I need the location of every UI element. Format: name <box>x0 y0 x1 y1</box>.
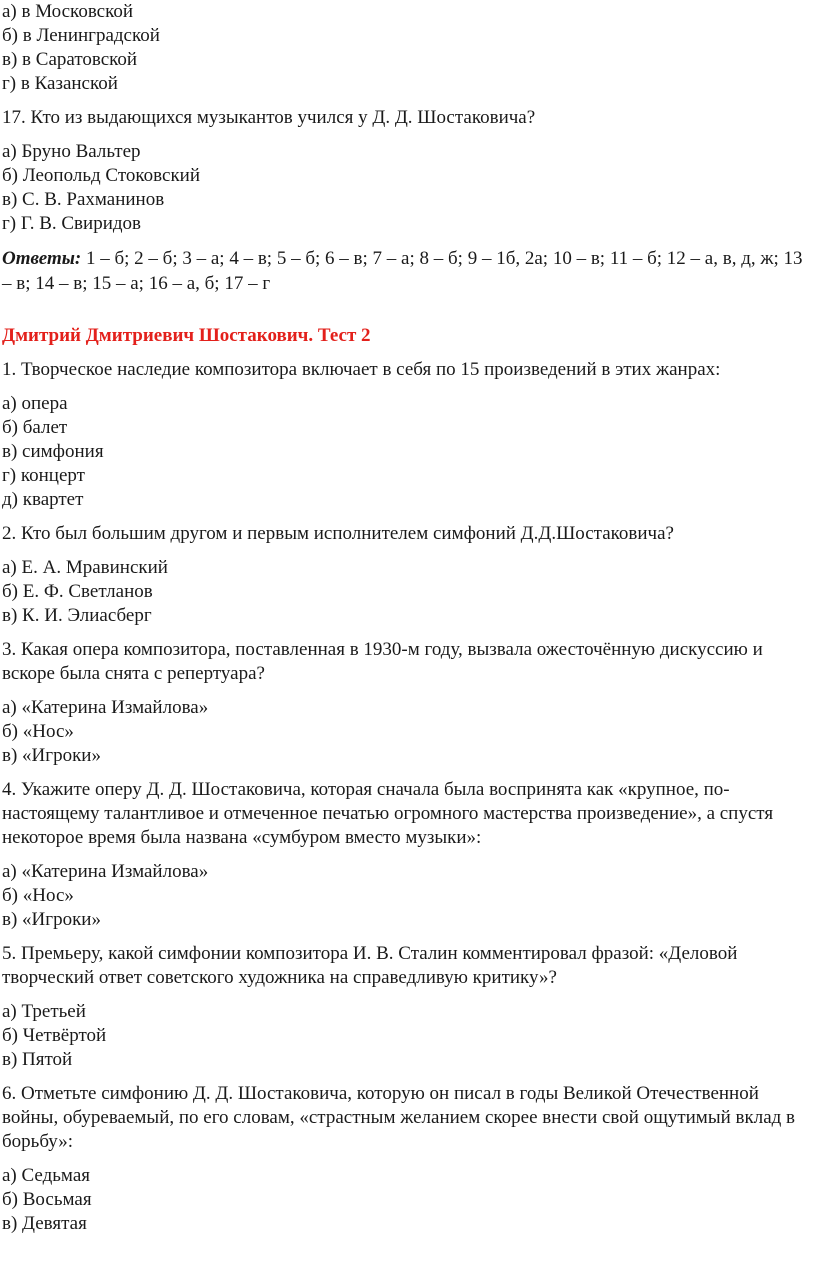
test2-question-5: 5. Премьеру, какой симфонии композитора И. В. Сталин комментировал фразой: «Деловой творческий ответ советского художника на справедливую критику»? <box>2 943 738 988</box>
answers-label: Ответы: <box>2 248 82 269</box>
test2-question-3: 3. Какая опера композитора, поставленная в 1930-м году, вызвала ожесточённую дискуссию и вскоре была снята с репертуара? <box>2 639 763 684</box>
test2-question-6: 6. Отметьте симфонию Д. Д. Шостаковича, которую он писал в годы Великой Отечественной войны, обуреваемый, по его словам, «страстным желанием скорее внести свой ощутимый вклад в борьбу»: <box>2 1083 796 1152</box>
option: в) Пятой <box>2 1049 73 1070</box>
option: б) «Нос» <box>2 885 74 906</box>
test2-question-6-options <box>2 1164 808 1236</box>
option: г) в Казанской <box>2 73 118 94</box>
option: а) «Катерина Измайлова» <box>2 697 209 718</box>
question-17: 17. Кто из выдающихся музыкантов учился у Д. Д. Шостаковича? <box>2 107 536 128</box>
test2-title: Дмитрий Дмитриевич Шостакович. Тест 2 <box>2 325 371 346</box>
option: в) С. В. Рахманинов <box>2 189 165 210</box>
answers-text: 1 – б; 2 – б; 3 – а; 4 – в; 5 – б; 6 – в; 7 – а; 8 – б; 9 – 1б, 2а; 10 – в; 11 – б; 12 – а, в, д, ж; 13 – в; 14 – в; 15 – а; 16 – а, б; 17 – г <box>2 248 803 294</box>
test2-question-4-options <box>2 860 808 932</box>
option: в) в Саратовской <box>2 49 138 70</box>
option: в) «Игроки» <box>2 909 101 930</box>
test2-question-4: 4. Укажите оперу Д. Д. Шостаковича, которая сначала была воспринята как «крупное, по-настоящему талантливое и отмеченное печатью огромного мастерства произведение», а спустя некоторое время была названа «сумбуром вместо музыки»: <box>2 779 774 848</box>
prev-question-options <box>2 0 808 96</box>
option: а) Седьмая <box>2 1165 90 1186</box>
option: б) балет <box>2 417 68 438</box>
test2-question-3-options <box>2 696 808 768</box>
option: г) концерт <box>2 465 85 486</box>
option: а) опера <box>2 393 68 414</box>
test2-question-1: 1. Творческое наследие композитора включает в себя по 15 произведений в этих жанрах: <box>2 359 721 380</box>
option: а) Бруно Вальтер <box>2 141 141 162</box>
option: а) «Катерина Измайлова» <box>2 861 209 882</box>
test2-question-2-options <box>2 556 808 628</box>
option: б) Леопольд Стоковский <box>2 165 201 186</box>
option: б) Е. Ф. Светланов <box>2 581 153 602</box>
option: б) Четвёртой <box>2 1025 107 1046</box>
test2-question-1-options <box>2 392 808 512</box>
question-17-options <box>2 140 808 236</box>
option: а) в Московской <box>2 1 134 22</box>
option: а) Е. А. Мравинский <box>2 557 168 578</box>
option: б) Восьмая <box>2 1189 92 1210</box>
option: б) «Нос» <box>2 721 74 742</box>
option: в) симфония <box>2 441 104 462</box>
option: д) квартет <box>2 489 84 510</box>
test2-question-5-options <box>2 1000 808 1072</box>
option: в) «Игроки» <box>2 745 101 766</box>
test2-question-2: 2. Кто был большим другом и первым исполнителем симфоний Д.Д.Шостаковича? <box>2 523 674 544</box>
option: г) Г. В. Свиридов <box>2 213 142 234</box>
option: а) Третьей <box>2 1001 86 1022</box>
option: в) Девятая <box>2 1213 87 1234</box>
answers-block <box>2 246 808 296</box>
option: в) К. И. Элиасберг <box>2 605 152 626</box>
option: б) в Ленинградской <box>2 25 160 46</box>
